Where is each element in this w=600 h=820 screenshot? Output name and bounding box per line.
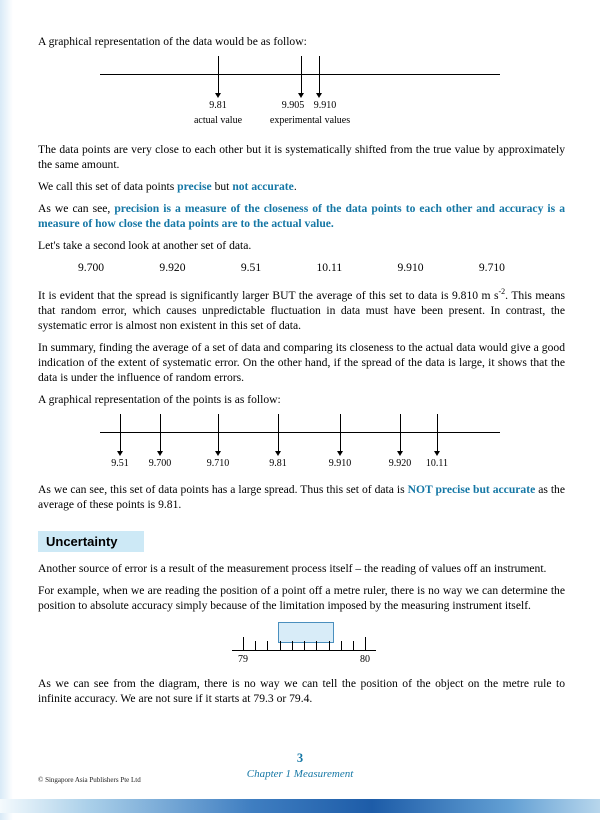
- paragraph-summary-errors: In summary, finding the average of a set of data and comparing its closeness to the actual data would give a good indication of the extent of systematic error. On the other hand, if the spread of the data is large, it shows that the data is under the influence of random errors.: [38, 340, 565, 384]
- arrow-head: [117, 451, 123, 456]
- ruler-tick: [316, 641, 317, 650]
- ruler-tick: [353, 641, 354, 650]
- caption-experimental-values: experimental values: [269, 115, 351, 126]
- ruler-diagram: [38, 620, 565, 670]
- ruler-tick-major: [365, 637, 366, 650]
- caption-actual-value: actual value: [193, 115, 243, 126]
- paragraph-conclusion: As we can see from the diagram, there is no way we can tell the position of the object on the metre rule to infinite accuracy. We are not sure if it starts at 79.3 or 79.4.: [38, 676, 565, 705]
- page-content: [38, 34, 565, 713]
- arrow-shaft: [120, 414, 121, 451]
- measured-object: [278, 622, 334, 643]
- value-label: 9.910: [313, 100, 337, 111]
- arrow-head: [316, 93, 322, 98]
- arrow-head: [215, 93, 221, 98]
- arrow-head: [275, 451, 281, 456]
- arrow-shaft: [218, 414, 219, 451]
- arrow-actual-value: [215, 56, 221, 98]
- text-run: as the average of these points is 9.81.: [38, 482, 565, 511]
- paragraph-spread-analysis: [38, 284, 565, 333]
- ruler-label-79: 79: [238, 653, 248, 665]
- arrow-shaft: [278, 414, 279, 451]
- arrow-head: [397, 451, 403, 456]
- value-label: 9.81: [209, 100, 227, 111]
- arrow-data-point: [157, 414, 163, 456]
- text-run: We call this set of data points: [38, 180, 178, 193]
- ruler-tick: [341, 641, 342, 650]
- text-run: As we can see, this set of data points has a large spread. Thus this set of data is: [38, 482, 408, 496]
- arrow-shaft: [218, 56, 219, 93]
- ruler-tick: [292, 641, 293, 650]
- paragraph-precise-not-accurate: [38, 179, 565, 194]
- text-run: As we can see,: [38, 202, 115, 215]
- data-value: 9.51: [240, 261, 262, 274]
- data-values-row: [38, 260, 565, 275]
- value-label: 9.51: [111, 457, 129, 469]
- value-label: 9.905: [281, 100, 305, 111]
- value-label: 9.81: [269, 457, 287, 469]
- arrow-shaft: [437, 414, 438, 451]
- arrow-shaft: [340, 414, 341, 451]
- number-line-diagram-accurate: [38, 414, 565, 476]
- paragraph-graphical-intro: A graphical representation of the data would be as follow:: [38, 35, 307, 48]
- data-value: 9.700: [78, 261, 105, 274]
- arrow-shaft: [160, 414, 161, 451]
- arrow-head: [157, 451, 163, 456]
- paragraph-precision-definition: [38, 201, 565, 231]
- arrow-experimental-2: [316, 56, 322, 98]
- section-heading-uncertainty: Uncertainty: [38, 531, 144, 552]
- text-run: .: [293, 180, 297, 193]
- text-run: but: [211, 180, 233, 193]
- value-label: 9.700: [148, 457, 172, 469]
- superscript-exponent: -2: [498, 287, 506, 296]
- value-label: 10.11: [425, 457, 449, 469]
- paragraph-systematic-shift: The data points are very close to each other but it is systematically shifted from the true value by approximately the same amount.: [38, 143, 565, 171]
- term-precise: precise: [177, 180, 212, 193]
- arrow-shaft: [301, 56, 302, 93]
- term-not-accurate: not accurate: [232, 180, 294, 193]
- arrow-data-point: [434, 414, 440, 456]
- ruler-tick-major: [243, 637, 244, 650]
- arrow-data-point: [397, 414, 403, 456]
- arrow-experimental-1: [298, 56, 304, 98]
- value-label: 9.910: [328, 457, 352, 469]
- arrow-data-point: [117, 414, 123, 456]
- chapter-title: Chapter 1 Measurement: [246, 768, 354, 780]
- arrow-data-point: [337, 414, 343, 456]
- ruler-tick: [280, 641, 281, 650]
- arrow-data-point: [275, 414, 281, 456]
- arrow-shaft: [400, 414, 401, 451]
- ruler-tick: [267, 641, 268, 650]
- ruler-tick: [329, 641, 330, 650]
- paragraph-second-look: Let's take a second look at another set of data.: [38, 239, 252, 252]
- definition-precision-accuracy: precision is a measure of the closeness of the data points to each other and accuracy is a measure of how close the data points are to the actual value.: [38, 202, 565, 230]
- paragraph-not-precise-but-accurate: [38, 482, 565, 512]
- text-run: . This means that random error, which causes unpredictable fluctuation in data must have been present. In contrast, the systematic error is almost non existent in this set of data.: [38, 288, 566, 332]
- paragraph-graphical-points: A graphical representation of the points is as follow:: [38, 392, 281, 406]
- text-run: It is evident that the spread is significantly larger BUT the average of this set to data is 9.810 m s: [38, 288, 499, 302]
- paragraph-uncertainty-intro: Another source of error is a result of the measurement process itself – the reading of values off an instrument.: [38, 561, 547, 575]
- value-label: 9.710: [206, 457, 230, 469]
- data-value: 9.920: [159, 261, 186, 274]
- data-value: 9.710: [478, 261, 505, 274]
- value-label: 9.920: [388, 457, 412, 469]
- arrow-head: [337, 451, 343, 456]
- term-not-precise-but-accurate: NOT precise but accurate: [407, 482, 536, 496]
- page-bottom-edge-decoration: [0, 799, 600, 813]
- ruler-tick: [304, 641, 305, 650]
- arrow-shaft: [319, 56, 320, 93]
- paragraph-metre-ruler: For example, when we are reading the position of a point off a metre ruler, there is no way we can determine the position to absolute accuracy simply because of the limitation imposed by the measuring instrument itself.: [38, 583, 565, 612]
- data-value: 9.910: [397, 261, 424, 274]
- arrow-data-point: [215, 414, 221, 456]
- data-value: 10.11: [316, 261, 343, 274]
- page-left-edge-decoration: [0, 0, 13, 820]
- page-number: 3: [296, 751, 304, 765]
- arrow-head: [298, 93, 304, 98]
- number-line-diagram-precise: [38, 56, 565, 136]
- ruler-baseline: [232, 650, 376, 651]
- arrow-head: [215, 451, 221, 456]
- ruler-label-80: 80: [360, 653, 370, 665]
- copyright-notice: © Singapore Asia Publishers Pte Ltd: [38, 776, 141, 784]
- arrow-head: [434, 451, 440, 456]
- ruler-tick: [255, 641, 256, 650]
